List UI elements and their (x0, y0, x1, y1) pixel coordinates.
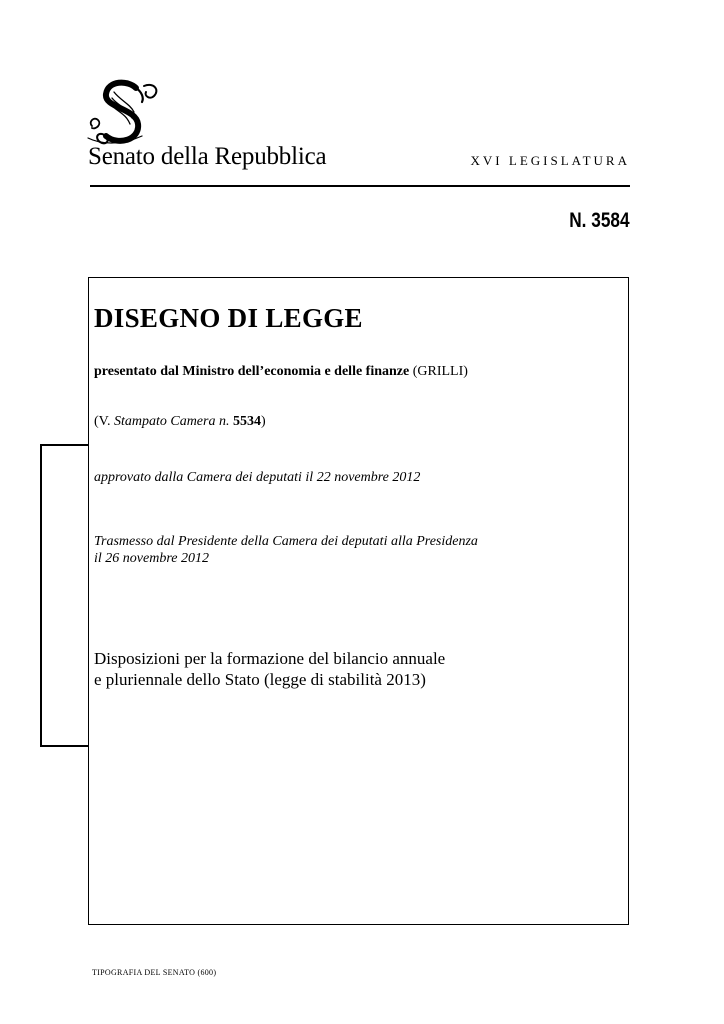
camera-ref-open: (V. (94, 414, 111, 429)
approval-note: approvato dalla Camera dei deputati il 22 novembre 2012 (94, 470, 421, 485)
camera-reference (94, 414, 266, 430)
senate-s-emblem-icon (84, 78, 164, 148)
camera-ref-number: 5534 (232, 414, 261, 429)
legislature-label: XVI LEGISLATURA (470, 153, 630, 168)
document-type-heading: DISEGNO DI LEGGE (94, 303, 363, 333)
document-number: N. 3584 (569, 209, 630, 232)
subject-line-2: e pluriennale dello Stato (legge di stabilità 2013) (94, 670, 426, 689)
side-bracket (40, 444, 88, 747)
transmission-line-2: il 26 novembre 2012 (94, 551, 209, 566)
institution-name: Senato della Repubblica (88, 143, 327, 170)
camera-ref-label: Stampato Camera n. (113, 414, 230, 429)
header-divider (90, 185, 630, 187)
printer-credit: TIPOGRAFIA DEL SENATO (600) (92, 968, 217, 977)
presenter-line (94, 364, 468, 380)
transmission-note (94, 533, 478, 567)
bill-subject (94, 648, 445, 690)
transmission-line-1: Trasmesso dal Presidente della Camera dei deputati alla Presidenza (94, 534, 478, 549)
presenter-label: presentato dal Ministro dell’economia e delle finanze (94, 364, 410, 379)
camera-ref-close: ) (260, 414, 266, 429)
presenter-name: (GRILLI) (412, 364, 468, 379)
subject-line-1: Disposizioni per la formazione del bilancio annuale (94, 649, 446, 668)
